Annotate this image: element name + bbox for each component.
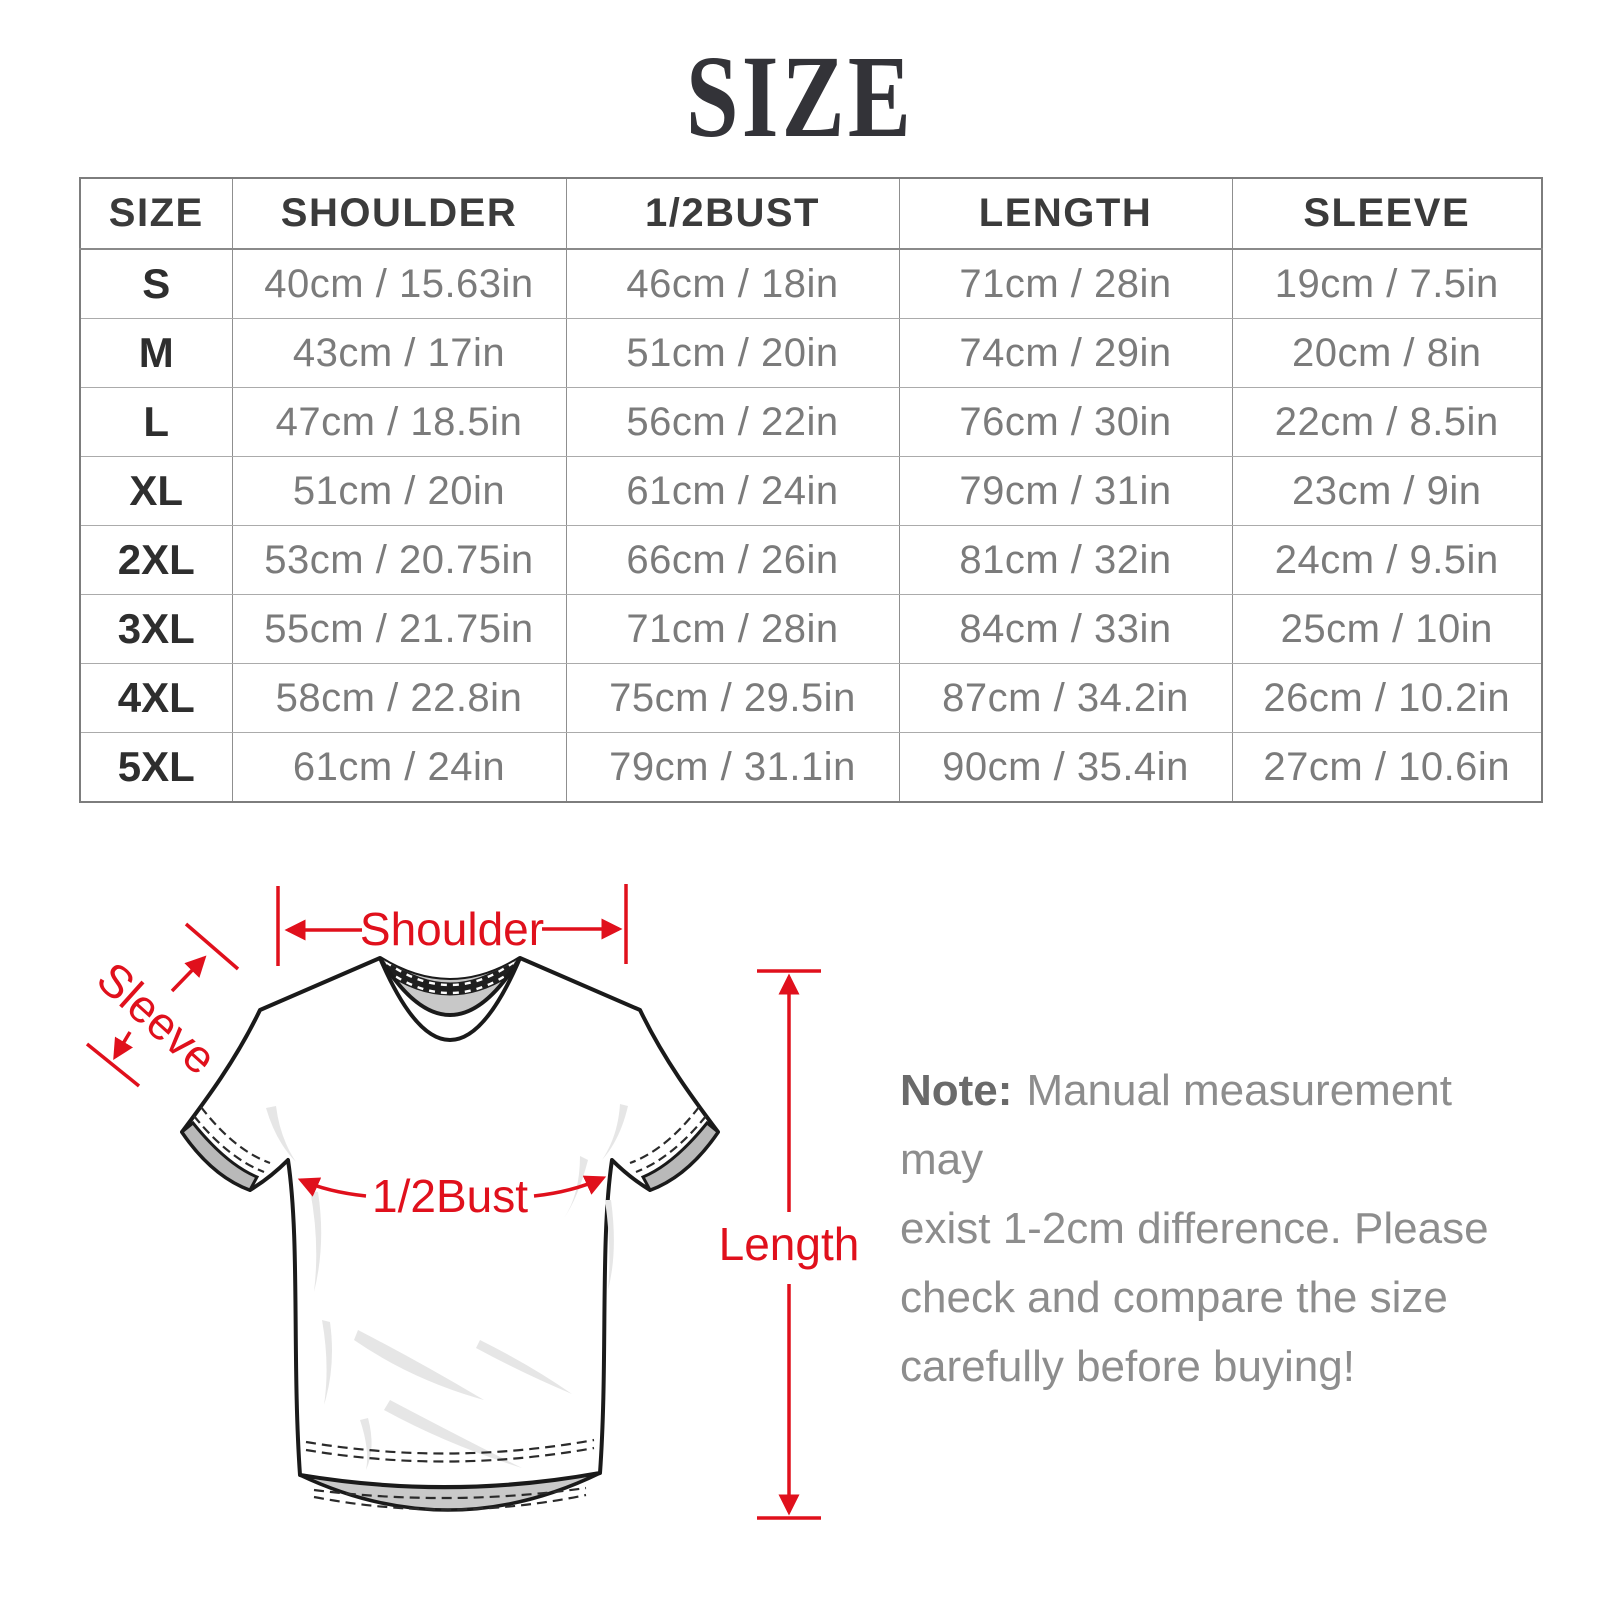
cell-length: 76cm / 30in (899, 388, 1232, 457)
header-bust: 1/2BUST (566, 178, 899, 249)
cell-bust: 66cm / 26in (566, 526, 899, 595)
sleeve-label: Sleeve (87, 951, 227, 1085)
cell-shoulder: 55cm / 21.75in (232, 595, 566, 664)
table-row (80, 388, 1542, 457)
cell-bust: 75cm / 29.5in (566, 664, 899, 733)
cell-bust: 46cm / 18in (566, 249, 899, 319)
tshirt-body-outline (182, 958, 718, 1487)
sleeve-bar-top (186, 924, 238, 969)
table-row (80, 319, 1542, 388)
shoulder-label: Shoulder (359, 903, 545, 955)
cell-shoulder: 61cm / 24in (232, 733, 566, 803)
cell-length: 84cm / 33in (899, 595, 1232, 664)
cell-sleeve: 19cm / 7.5in (1232, 249, 1542, 319)
cell-length: 81cm / 32in (899, 526, 1232, 595)
row-size-label: 5XL (80, 733, 232, 803)
table-row (80, 526, 1542, 595)
header-size: SIZE (80, 178, 232, 249)
table-row (80, 457, 1542, 526)
table-row (80, 249, 1542, 319)
cell-bust: 79cm / 31.1in (566, 733, 899, 803)
length-label: Length (718, 1218, 860, 1270)
cell-sleeve: 22cm / 8.5in (1232, 388, 1542, 457)
row-size-label: L (80, 388, 232, 457)
note-text: Manual measurement may (900, 1066, 1452, 1184)
note-line: carefully before buying! (900, 1342, 1355, 1391)
note-line (900, 1056, 1540, 1194)
row-size-label: 2XL (80, 526, 232, 595)
cell-shoulder: 58cm / 22.8in (232, 664, 566, 733)
cell-shoulder: 47cm / 18.5in (232, 388, 566, 457)
cell-shoulder: 53cm / 20.75in (232, 526, 566, 595)
row-size-label: 4XL (80, 664, 232, 733)
header-shoulder: SHOULDER (232, 178, 566, 249)
cell-length: 79cm / 31in (899, 457, 1232, 526)
note-label: Note: (900, 1066, 1013, 1115)
cell-length: 74cm / 29in (899, 319, 1232, 388)
header-length: LENGTH (899, 178, 1232, 249)
header-sleeve: SLEEVE (1232, 178, 1542, 249)
cell-length: 71cm / 28in (899, 249, 1232, 319)
cell-sleeve: 27cm / 10.6in (1232, 733, 1542, 803)
sleeve-arrow-down (115, 1032, 130, 1057)
cell-bust: 56cm / 22in (566, 388, 899, 457)
row-size-label: S (80, 249, 232, 319)
tshirt-measurement-diagram (60, 860, 880, 1580)
row-size-label: XL (80, 457, 232, 526)
cell-sleeve: 23cm / 9in (1232, 457, 1542, 526)
table-row (80, 733, 1542, 803)
table-row (80, 664, 1542, 733)
size-table-body (80, 249, 1542, 802)
half-bust-label: 1/2Bust (372, 1170, 528, 1222)
cell-length: 87cm / 34.2in (899, 664, 1232, 733)
size-table (79, 177, 1543, 803)
cell-sleeve: 26cm / 10.2in (1232, 664, 1542, 733)
page-title: SIZE (686, 31, 914, 162)
table-row (80, 595, 1542, 664)
sleeve-bar-bottom (87, 1044, 139, 1086)
cell-bust: 51cm / 20in (566, 319, 899, 388)
row-size-label: 3XL (80, 595, 232, 664)
cell-sleeve: 24cm / 9.5in (1232, 526, 1542, 595)
note-line: check and compare the size (900, 1273, 1448, 1322)
cell-sleeve: 25cm / 10in (1232, 595, 1542, 664)
note-line: exist 1-2cm difference. Please (900, 1204, 1489, 1253)
size-table-header (80, 178, 1542, 249)
cell-bust: 61cm / 24in (566, 457, 899, 526)
cell-length: 90cm / 35.4in (899, 733, 1232, 803)
cell-shoulder: 40cm / 15.63in (232, 249, 566, 319)
cell-sleeve: 20cm / 8in (1232, 319, 1542, 388)
cell-shoulder: 43cm / 17in (232, 319, 566, 388)
note (900, 1056, 1540, 1401)
cell-bust: 71cm / 28in (566, 595, 899, 664)
row-size-label: M (80, 319, 232, 388)
sleeve-arrow-up (172, 958, 204, 991)
header-row (80, 178, 1542, 249)
cell-shoulder: 51cm / 20in (232, 457, 566, 526)
